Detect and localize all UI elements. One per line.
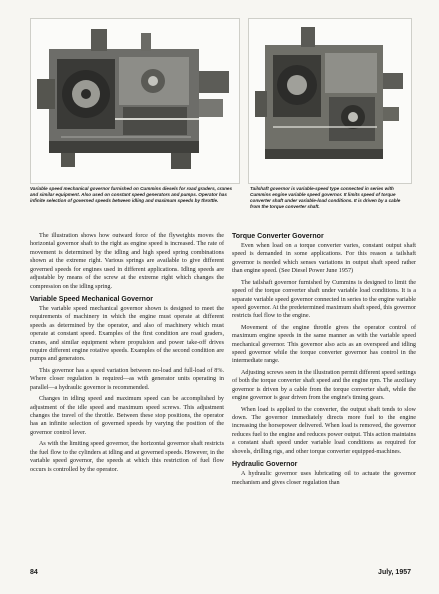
page-number: 84 — [30, 569, 38, 576]
intro-paragraph: The illustration shows how outward force of the flyweights moves the horizontal governor shaft to the right as engine speed is increased. The rate of movement is determined by the idling and high speed spring combinations shown at the extreme right. Various springs are available to give different governed speeds for engines used in different applications. Idling speeds are adjustable by means of the screw at the extreme right which changes the compression on the idling spring. — [30, 233, 224, 290]
paragraph: When load is applied to the converter, the output shaft tends to slow down. The governor immediately directs more fuel to the engine increasing the horsepower delivered. When load is removed, the governor reduces fuel to the engine and reduces power output. This action maintains a constant shaft speed under variable load conditions as required for shovels, drilling rigs, and other torque converter equipped-machines. — [232, 406, 416, 455]
article-column-right — [232, 232, 416, 490]
section-heading-torque-converter: Torque Converter Governor — [232, 233, 324, 240]
paragraph: As with the limiting speed governor, the horizontal governor shaft restricts the fuel flow to the cylinders at idling and at governed speeds. However, in the variable speed governor, the speeds at which this restriction of fuel flow occurs is controlled by the operator. — [30, 441, 224, 473]
paragraph: This governor has a speed variation between no-load and full-load of 8%. Where closer regulation is required—as with generator units operating in parallel—a hydraulic governor is recommended. — [30, 367, 224, 391]
paragraph: Movement of the engine throttle gives the operator control of maximum engine speeds in the same manner as with the variable speed mechanical governor. This governor also acts as an overspeed and idling speed governor while the torque converter governor has control in the intermediate range. — [232, 324, 416, 365]
tailshaft-governor-cutaway-illustration — [249, 19, 411, 183]
paragraph: A hydraulic governor uses lubricating oil to actuate the governor mechanism and gives closer regulation than — [232, 471, 416, 486]
paragraph: The tailshaft governor furnished by Cummins is designed to limit the speed of the torque converter shaft under variable load conditions. It is a separate variable speed governor connected in series to the engine variable speed governor. At the predetermined maximum shaft speed, this governor restricts fuel flow to the engine. — [232, 279, 416, 320]
variable-speed-governor-photo — [30, 18, 240, 184]
section-heading-variable-speed: Variable Speed Mechanical Governor — [30, 295, 153, 303]
paragraph: Adjusting screws seen in the illustration permit different speed settings of both the torque converter shaft speed and the engine rpm. The auxiliary governor is driven by a cable from the torque converter shaft, while the engine governor is gear driven from the engine's timing gears. — [232, 369, 416, 402]
governor-cutaway-illustration — [31, 19, 239, 183]
issue-date: July, 1957 — [378, 569, 411, 576]
section-heading-hydraulic: Hydraulic Governor — [232, 461, 298, 469]
paragraph: Even when load on a torque converter varies, constant output shaft speed is demanded in some applications. For this reason a tailshaft governor is needed which senses variations in output shaft speed rather than engine speed. (See Diesel Power June 1957) — [232, 243, 416, 275]
paragraph: The variable speed mechanical governor shown is designed to meet the requirements of machinery in which the engine must operate at different speeds as determined by the operator, and also of machinery which must operate at constant speed. Examples of the first condition are road graders, cranes, and similar equipment where propulsion and power take-off drives require different engine rotative speeds. Examples of the second condition are pumps and generators. — [30, 305, 224, 363]
article-column-left — [30, 232, 224, 477]
paragraph: Changes in idling speed and maximum speed can be accomplished by adjustment of the idle speed and maximum speed screws. This adjustment changes the travel of the throttle. Between these stop positions, the operator has an infinite selection of governed speeds by varying the position of the governor control lever. — [30, 396, 224, 436]
photo-caption-left: Variable speed mechanical governor furnished on Cummins diesels for road graders, cranes and similar equipment. Also used on constant speed generators and pumps. Operator has infinite selection of governed speeds between idling and maximum speeds by throttle. — [30, 186, 233, 203]
photo-caption-right: Tailshaft governor is variable-speed type connected in series with Cummins engine variable speed governor. It limits speed of torque converter shaft under variable-load conditions. It is driven by a cable from the torque converter shaft. — [250, 186, 401, 209]
tailshaft-governor-photo — [248, 18, 412, 184]
